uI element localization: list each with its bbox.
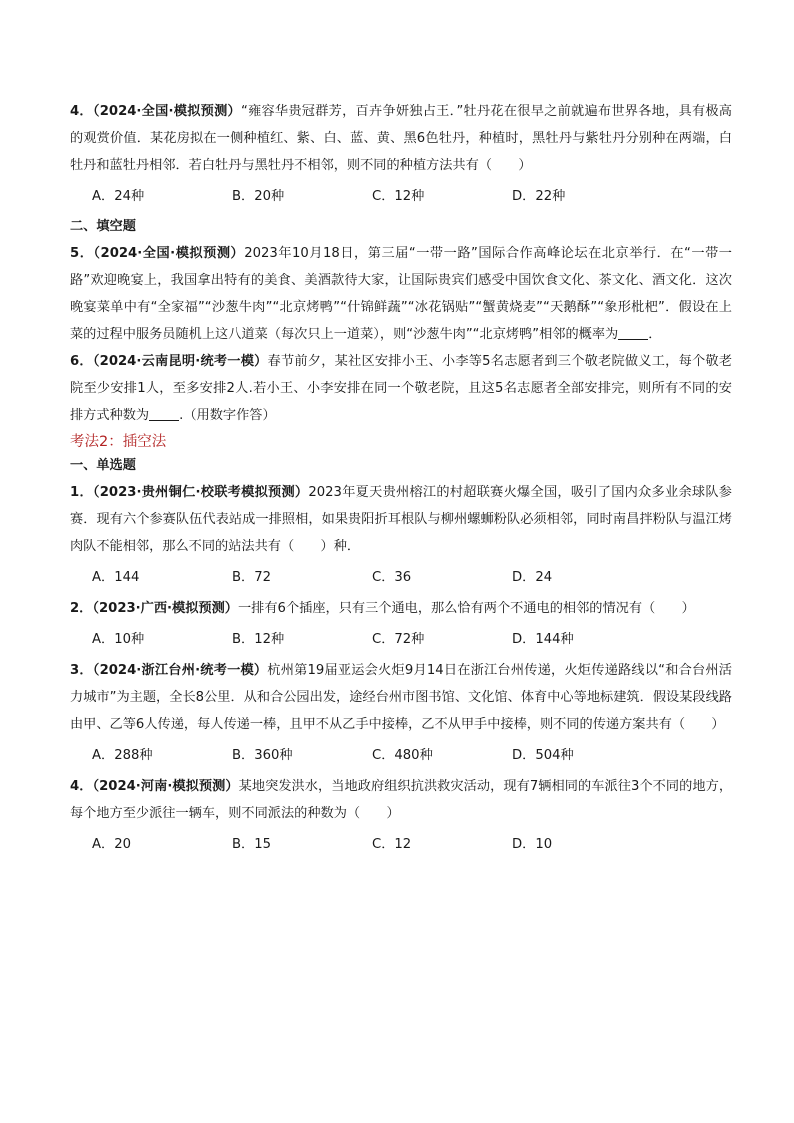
option-d: D．10 — [512, 837, 553, 852]
question-text-end: ． — [648, 327, 662, 342]
section-heading-single-choice: 一、单选题 — [70, 458, 136, 473]
question-text: 2023年10月18日，第三届“一带一路”国际合作高峰论坛在北京举行．在“一带一路”欢迎晚宴上，我国拿出特有的美食、美酒款待大家，让国际贵宾们感受中国饮食文化、茶文化、酒文化．这次晚宴菜单中有“全家福”“沙葱牛肉”“北京烤鸭”“什锦鲜蔬”“冰花锅贴”“蟹黄烧麦”“天鹅酥”“象形枇杷”．假设在上菜的过程中服务员随机上这八道菜（每次只上一道菜），则“沙葱牛肉”“北京烤鸭”相邻的概率为 — [70, 246, 732, 342]
option-a: A．144 — [92, 570, 140, 585]
answer-blank[interactable] — [618, 324, 648, 340]
option-c: C．72种 — [372, 632, 425, 647]
question-5-banquet — [70, 240, 732, 348]
answer-options — [70, 740, 732, 767]
question-6-volunteers — [70, 348, 732, 429]
question-1-football — [70, 479, 732, 560]
question-text: 春节前夕，某社区安排小王、小李等5名志愿者到三个敬老院做义工，每个敬老院至少安排1人，至多安排2人.若小王、小李安排在同一个敬老院，且这5名志愿者全部安排完，则所有不同的安排方式种数为 — [70, 354, 733, 423]
question-text: 一排有6个插座，只有三个通电，那么恰有两个不通电的相邻的情况有（ ） — [238, 601, 695, 616]
question-text: 某地突发洪水，当地政府组织抗洪救灾活动，现有7辆相同的车派往3个不同的地方，每个地方至少派往一辆车，则不同派法的种数为（ ） — [70, 779, 733, 821]
answer-options — [70, 624, 732, 651]
answer-options — [70, 562, 732, 589]
section-heading-fill-in: 二、填空题 — [70, 219, 136, 234]
question-number: 2． — [70, 601, 93, 616]
question-number: 5． — [70, 246, 94, 261]
question-number: 6． — [70, 354, 93, 369]
question-source: （2024·浙江台州·统考一模） — [92, 663, 268, 678]
question-text: “雍容华贵冠群芳，百卉争妍独占王．”牡丹花在很早之前就遍布世界各地，具有极高的观赏价值．某花房拟在一侧种植红、紫、白、蓝、黄、黑6色牡丹，种植时，黑牡丹与紫牡丹分别种在两端，白牡丹和蓝牡丹相邻．若白牡丹与黑牡丹不相邻，则不同的种植方法共有（ ） — [70, 104, 732, 173]
question-source: （2023·广西·模拟预测） — [92, 601, 238, 616]
question-4-peony — [70, 98, 732, 179]
option-b: B．360种 — [232, 748, 293, 763]
question-source: （2024·云南昆明·统考一模） — [92, 354, 268, 369]
option-b: B．15 — [232, 837, 272, 852]
question-number: 3． — [70, 663, 93, 678]
question-number: 1． — [70, 485, 93, 500]
option-d: D．24 — [512, 570, 553, 585]
option-d: D．144种 — [512, 632, 574, 647]
option-a: A．10种 — [92, 632, 145, 647]
question-number: 4． — [70, 779, 93, 794]
option-b: B．12种 — [232, 632, 285, 647]
question-3-torch-relay — [70, 657, 732, 738]
option-b: B．72 — [232, 570, 272, 585]
question-2-sockets — [70, 595, 732, 622]
question-text: 杭州第19届亚运会火炬9月14日在浙江台州传递，火炬传递路线以“和合台州活力城市”为主题，全长8公里．从和合公园出发，途经台州市图书馆、文化馆、体育中心等地标建筑．假设某段线路由甲、乙等6人传递，每人传递一棒，且甲不从乙手中接棒，乙不从甲手中接棒，则不同的传递方案共有（ ） — [70, 663, 732, 732]
answer-options — [70, 181, 732, 208]
question-text: 2023年夏天贵州榕江的村超联赛火爆全国，吸引了国内众多业余球队参赛．现有六个参赛队伍代表站成一排照相，如果贵阳折耳根队与柳州螺蛳粉队必须相邻，同时南昌拌粉队与温江烤肉队不能相邻，那么不同的站法共有（ ）种． — [70, 485, 732, 554]
option-d: D．22种 — [512, 189, 566, 204]
question-source: （2024·河南·模拟预测） — [92, 779, 239, 794]
question-4-flood — [70, 773, 732, 827]
option-a: A．20 — [92, 837, 131, 852]
question-source: （2024·全国·模拟预测） — [93, 246, 245, 261]
option-c: C．36 — [372, 570, 412, 585]
question-number: 4． — [70, 104, 93, 119]
method-heading: 考法2：插空法 — [70, 434, 167, 450]
document-content — [70, 98, 732, 862]
option-c: C．480种 — [372, 748, 433, 763]
answer-options — [70, 829, 732, 856]
question-source: （2024·全国·模拟预测） — [92, 104, 241, 119]
option-c: C．12种 — [372, 189, 425, 204]
option-a: A．24种 — [92, 189, 145, 204]
question-text-end: .（用数字作答） — [179, 408, 276, 423]
option-b: B．20种 — [232, 189, 285, 204]
question-source: （2023·贵州铜仁·校联考模拟预测） — [92, 485, 309, 500]
answer-blank[interactable] — [149, 405, 179, 421]
option-c: C．12 — [372, 837, 412, 852]
option-d: D．504种 — [512, 748, 574, 763]
option-a: A．288种 — [92, 748, 153, 763]
